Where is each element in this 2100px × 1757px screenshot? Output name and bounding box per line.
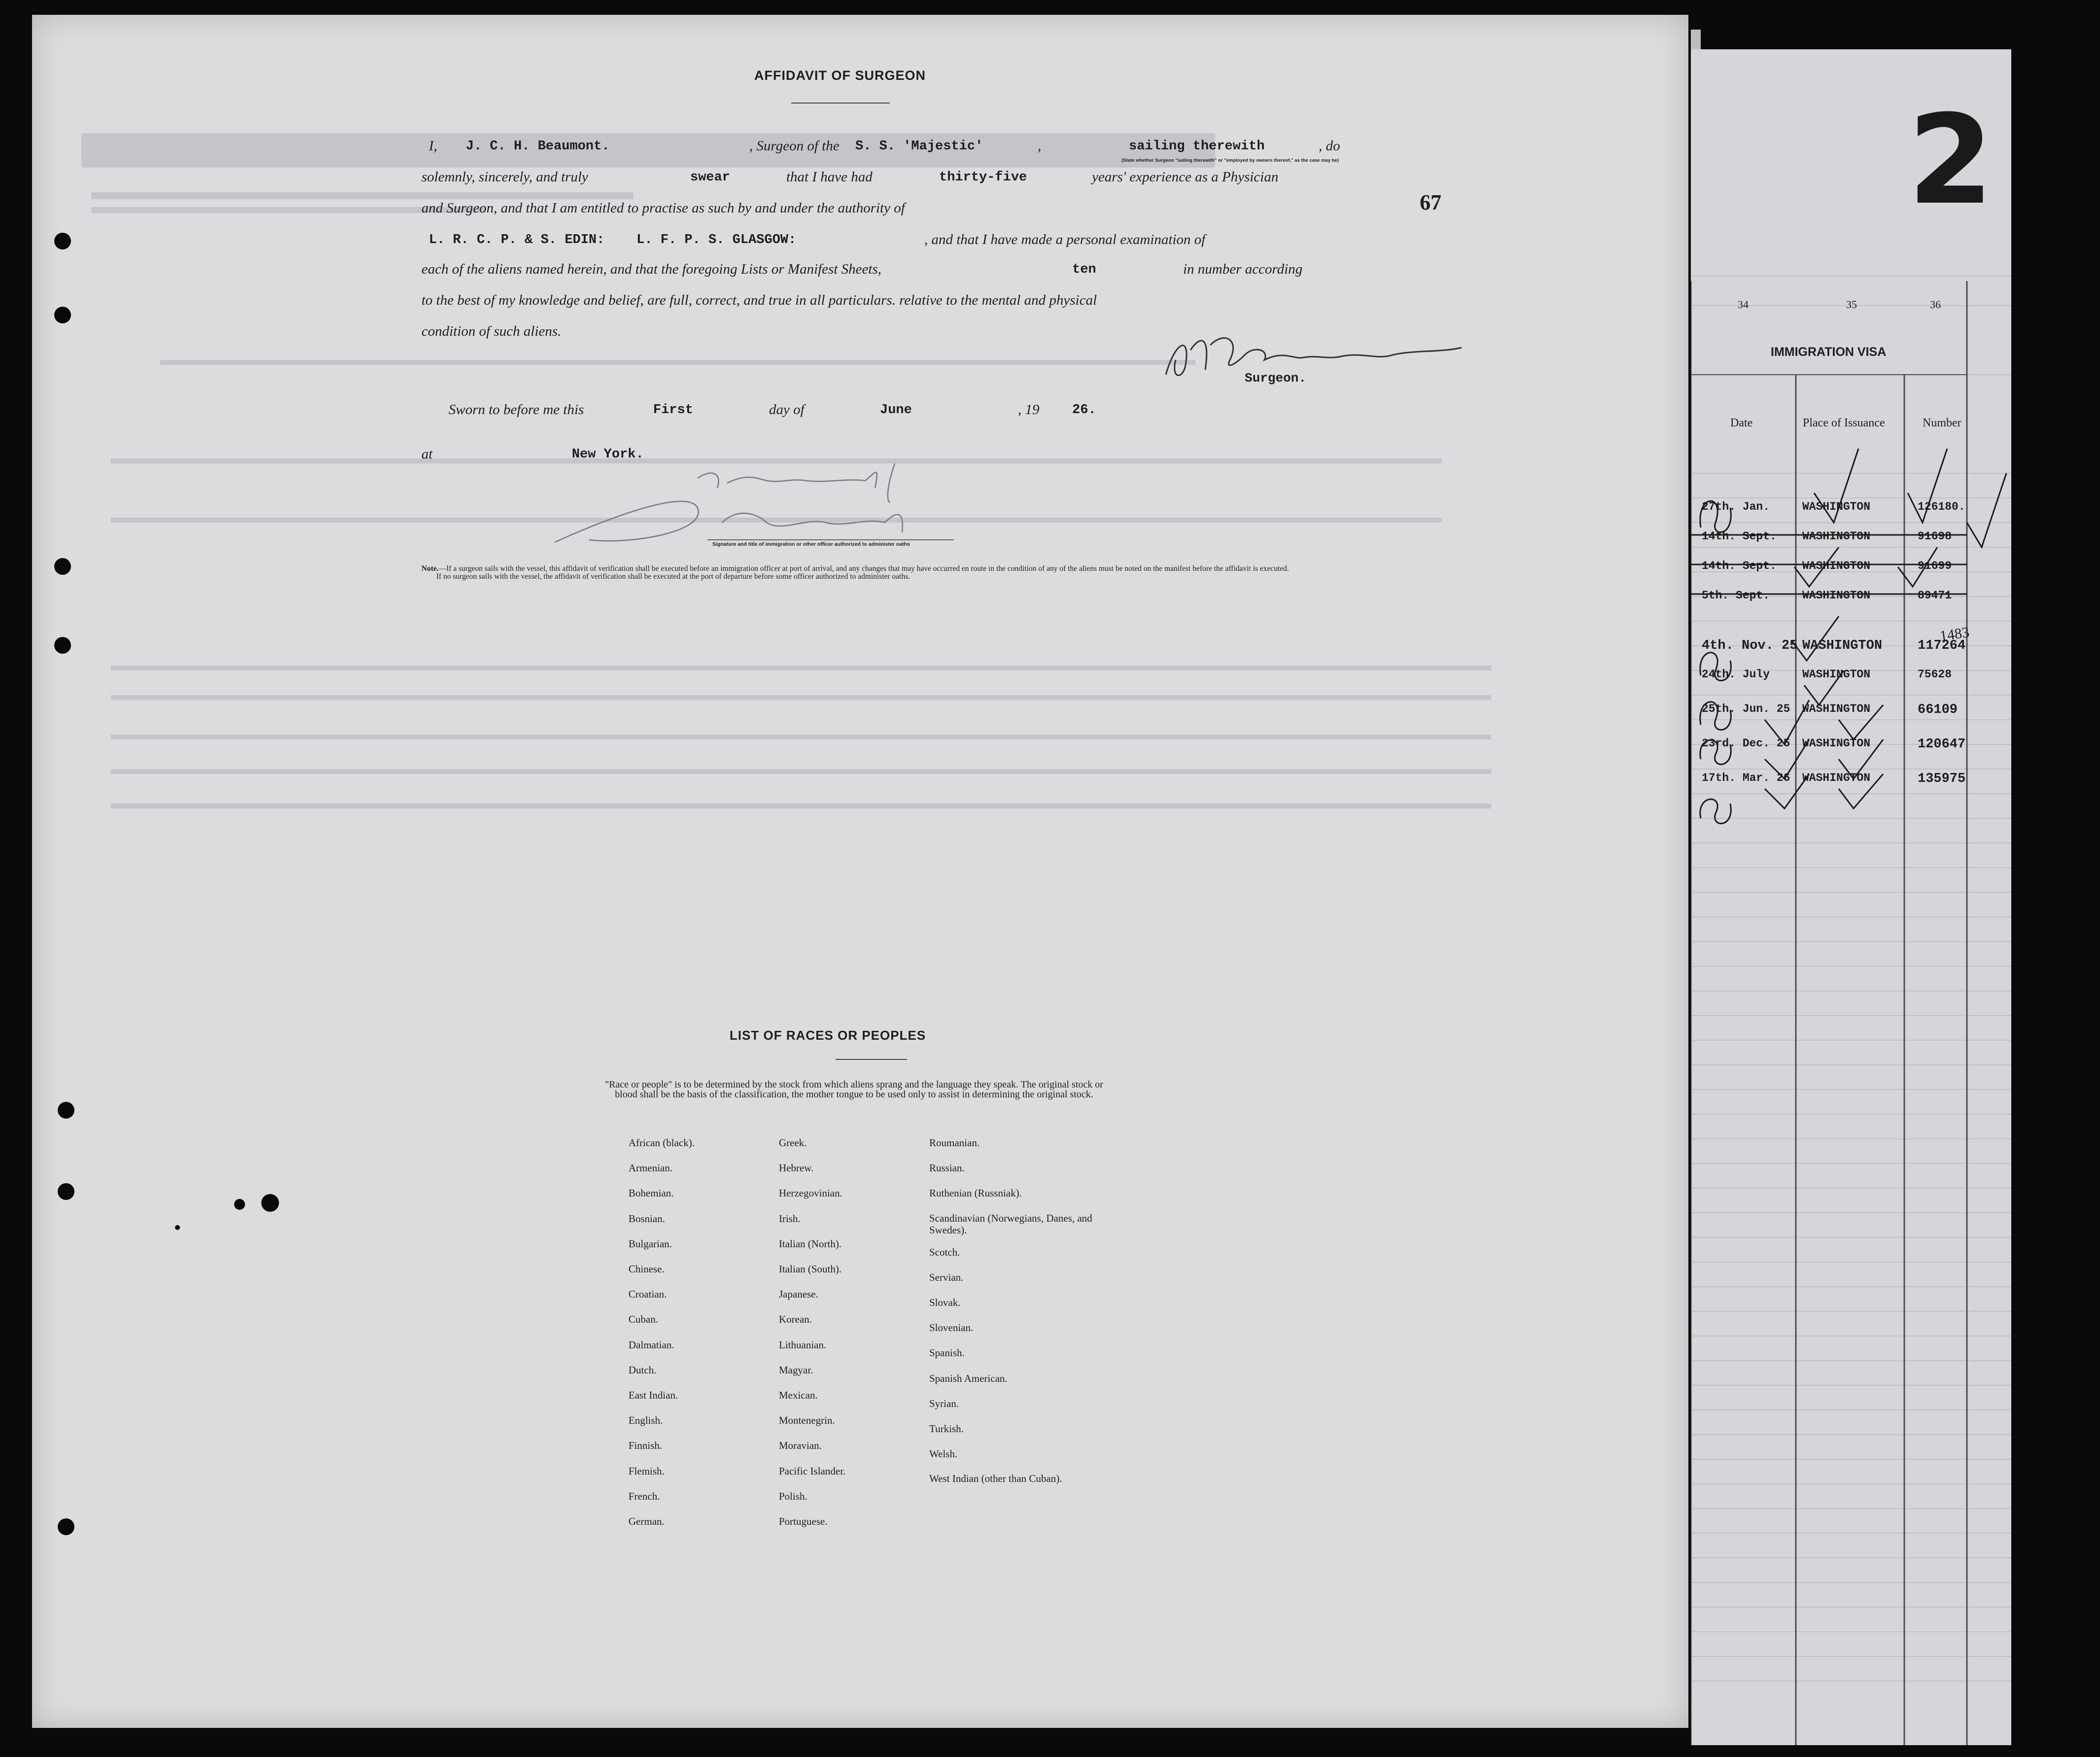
immigration-visa-header: IMMIGRATION VISA — [1771, 345, 1887, 359]
binder-hole — [58, 1518, 74, 1535]
race-item: Dalmatian. — [629, 1338, 674, 1351]
race-item: Irish. — [779, 1212, 801, 1225]
races-column-3 — [929, 1130, 1117, 1484]
race-item: English. — [629, 1414, 663, 1427]
race-item: Croatian. — [629, 1288, 667, 1300]
affidavit-line-2-mid: that I have had — [786, 169, 873, 185]
note-line-2: If no surgeon sails with the vessel, the affidavit of verification shall be executed at the port of departure before some officer authorized to administer oaths. — [436, 572, 910, 581]
race-item: Finnish. — [629, 1440, 663, 1452]
affidavit-title: AFFIDAVIT OF SURGEON — [754, 68, 926, 83]
visa-place: WASHINGTON — [1802, 500, 1871, 513]
race-item: Slovak. — [929, 1297, 961, 1309]
race-item: Servian. — [929, 1271, 964, 1283]
races-title: LIST OF RACES OR PEOPLES — [730, 1028, 926, 1043]
race-item: Pacific Islander. — [779, 1465, 846, 1477]
note-label: Note. — [421, 564, 439, 573]
race-item: African (black). — [629, 1137, 695, 1149]
visa-number: 91699 — [1918, 560, 1952, 572]
race-item: Spanish. — [929, 1347, 965, 1359]
affidavit-line-2-start: solemnly, sincerely, and truly — [421, 169, 589, 185]
race-item: Ruthenian (Russniak). — [929, 1187, 1022, 1199]
race-item: Italian (North). — [779, 1237, 842, 1250]
manifest-page — [32, 15, 1688, 1728]
affidavit-line-3: and Surgeon, and that I am entitled to practise as such by and under the authority of — [421, 200, 905, 216]
races-title-underline — [836, 1059, 907, 1060]
page-corner-number: 2 — [1908, 88, 1994, 232]
col-number-36: 36 — [1930, 298, 1941, 311]
subheader-date: Date — [1730, 417, 1753, 429]
affidavit-line-1-i: I, — [429, 138, 437, 154]
race-item: Polish. — [779, 1490, 807, 1502]
binder-hole — [58, 1183, 74, 1200]
at-place: New York. — [572, 447, 644, 462]
officer-signature — [550, 458, 1067, 552]
visa-date: 24th. July — [1702, 668, 1770, 681]
race-item: Magyar. — [779, 1364, 813, 1376]
years-experience: thirty-five — [939, 170, 1027, 185]
officer-caption: Signature and title of immigration or other officer authorized to administer oaths — [712, 541, 910, 547]
affidavit-line-7: condition of such aliens. — [421, 323, 561, 339]
license-authority: L. R. C. P. & S. EDIN: L. F. P. S. GLASGOW: — [429, 233, 797, 247]
visa-place: WASHINGTON — [1802, 703, 1871, 715]
visa-number: 135975 — [1918, 772, 1966, 786]
ink-spot — [234, 1199, 245, 1210]
race-item: Hebrew. — [779, 1162, 814, 1174]
visa-place: WASHINGTON — [1802, 530, 1871, 543]
visa-date: 17th. Mar. 26 — [1702, 772, 1790, 784]
visa-number: 91698 — [1918, 530, 1952, 543]
race-item: Mexican. — [779, 1389, 818, 1402]
at-label: at — [421, 446, 433, 462]
race-item: Welsh. — [929, 1448, 958, 1460]
visa-date: 23rd. Dec. 25 — [1702, 737, 1790, 750]
surgeon-caption: Surgeon. — [1245, 371, 1306, 386]
races-intro: "Race or people" is to be determined by the stock from which aliens sprang and the language they speak. The original stock or blood shall be the basis of the classification, the mother tongue to be used only to assist in determining the original stock. — [605, 1079, 1103, 1100]
visa-place: WASHINGTON — [1802, 668, 1871, 681]
visa-date: 14th. Sept. — [1702, 560, 1777, 572]
race-item: Greek. — [779, 1137, 807, 1149]
affidavit-line-4-end: , and that I have made a personal examination of — [924, 232, 1206, 247]
visa-place: WASHINGTON — [1802, 560, 1871, 572]
affidavit-line-5-start: each of the aliens named herein, and that the foregoing Lists or Manifest Sheets, — [421, 261, 881, 277]
race-item: Korean. — [779, 1313, 812, 1326]
race-item: Bulgarian. — [629, 1237, 672, 1250]
sworn-month: June — [880, 403, 912, 418]
visa-number: 75628 — [1918, 668, 1952, 681]
ink-spot — [175, 1225, 180, 1230]
surgeon-capacity: sailing therewith — [1129, 139, 1265, 154]
race-item: Lithuanian. — [779, 1338, 827, 1351]
note-text-1: —If a surgeon sails with the vessel, this affidavit of verification shall be executed before an immigration officer at port of arrival, and any changes that may have occurred en route in the condition of any of the aliens must be noted on the manifest before the affidavit is executed. — [438, 564, 1289, 573]
visa-place: WASHINGTON — [1802, 737, 1871, 750]
sworn-day: First — [653, 403, 694, 418]
race-item: Scandinavian (Norwegians, Danes, and Swedes). — [929, 1212, 1092, 1236]
affidavit-line-6: to the best of my knowledge and belief, are full, correct, and true in all particulars. relative to the mental and physical — [421, 292, 1097, 308]
race-item: Bohemian. — [629, 1187, 674, 1199]
visa-place: WASHINGTON — [1802, 589, 1871, 602]
race-item: Cuban. — [629, 1313, 659, 1326]
visa-strip — [1691, 49, 2011, 1745]
sworn-day-of: day of — [769, 402, 805, 418]
affidavit-note — [421, 565, 1343, 581]
race-item: Moravian. — [779, 1440, 822, 1452]
visa-number: 89471 — [1918, 589, 1952, 602]
affidavit-line-1-mid: , Surgeon of the — [749, 138, 840, 154]
races-column-2 — [779, 1130, 845, 1534]
race-item: West Indian (other than Cuban). — [929, 1473, 1062, 1485]
col-number-34: 34 — [1738, 298, 1749, 311]
race-item: Roumanian. — [929, 1137, 980, 1149]
visa-place: WASHINGTON — [1802, 772, 1871, 784]
visa-date: 14th. Sept. — [1702, 530, 1777, 543]
page-number: 67 — [1420, 190, 1441, 214]
race-item: Bosnian. — [629, 1212, 665, 1225]
binder-hole — [261, 1194, 279, 1212]
surgeon-signature — [1156, 330, 1471, 385]
race-item: Chinese. — [629, 1263, 665, 1275]
race-item: East Indian. — [629, 1389, 678, 1402]
visa-number: 120647 — [1918, 737, 1966, 752]
visa-margin-note: 1483 — [1938, 624, 1970, 645]
col-number-35: 35 — [1846, 298, 1857, 311]
subheader-place: Place of Issuance — [1803, 417, 1885, 429]
affidavit-line-1-end: , do — [1319, 138, 1340, 154]
race-item: Herzegovinian. — [779, 1187, 842, 1199]
race-item: Armenian. — [629, 1162, 673, 1174]
visa-date: 4th. Nov. 25 — [1702, 638, 1798, 653]
visa-number: 117264 — [1918, 638, 1966, 653]
sworn-year: 26. — [1072, 403, 1096, 418]
race-item: Dutch. — [629, 1364, 657, 1376]
race-item: Portuguese. — [779, 1515, 828, 1528]
races-column-1 — [629, 1130, 695, 1534]
race-item: Montenegrin. — [779, 1414, 835, 1427]
sheet-count: ten — [1072, 262, 1096, 277]
visa-place: WASHINGTON — [1802, 638, 1883, 653]
subheader-number: Number — [1923, 417, 1961, 429]
visa-number: 126180. — [1918, 500, 1965, 513]
race-item: Spanish American. — [929, 1372, 1008, 1384]
capacity-note: (State whether Surgeon "sailing therewith" or "employed by owners thereof," as the case may be) — [1121, 158, 1339, 163]
binder-hole — [58, 1102, 74, 1119]
oath-type: swear — [690, 170, 731, 185]
sworn-prefix: Sworn to before me this — [449, 402, 584, 418]
note-line-1 — [421, 565, 1343, 573]
race-item: Syrian. — [929, 1397, 959, 1409]
visa-date: 27th. Jan. — [1702, 500, 1770, 513]
vessel-name: S. S. 'Majestic' — [855, 139, 983, 154]
affidavit-line-5-end: in number according — [1183, 261, 1303, 277]
race-item: Japanese. — [779, 1288, 818, 1300]
visa-date: 25th. Jun. 25 — [1702, 703, 1790, 715]
race-item: Flemish. — [629, 1465, 665, 1477]
surgeon-name: J. C. H. Beaumont. — [466, 139, 610, 154]
affidavit-line-2-end: years' experience as a Physician — [1092, 169, 1279, 185]
race-item: French. — [629, 1490, 660, 1502]
visa-date: 5th. Sept. — [1702, 589, 1770, 602]
title-underline — [791, 103, 890, 104]
affidavit-line-1-comma: , — [1038, 138, 1042, 154]
sworn-year-prefix: , 19 — [1018, 402, 1040, 418]
race-item: Italian (South). — [779, 1263, 842, 1275]
visa-number: 66109 — [1918, 703, 1958, 717]
race-item: Turkish. — [929, 1423, 964, 1435]
race-item: Scotch. — [929, 1246, 960, 1258]
race-item: Russian. — [929, 1162, 965, 1174]
race-item: Slovenian. — [929, 1322, 974, 1334]
race-item: German. — [629, 1515, 665, 1528]
